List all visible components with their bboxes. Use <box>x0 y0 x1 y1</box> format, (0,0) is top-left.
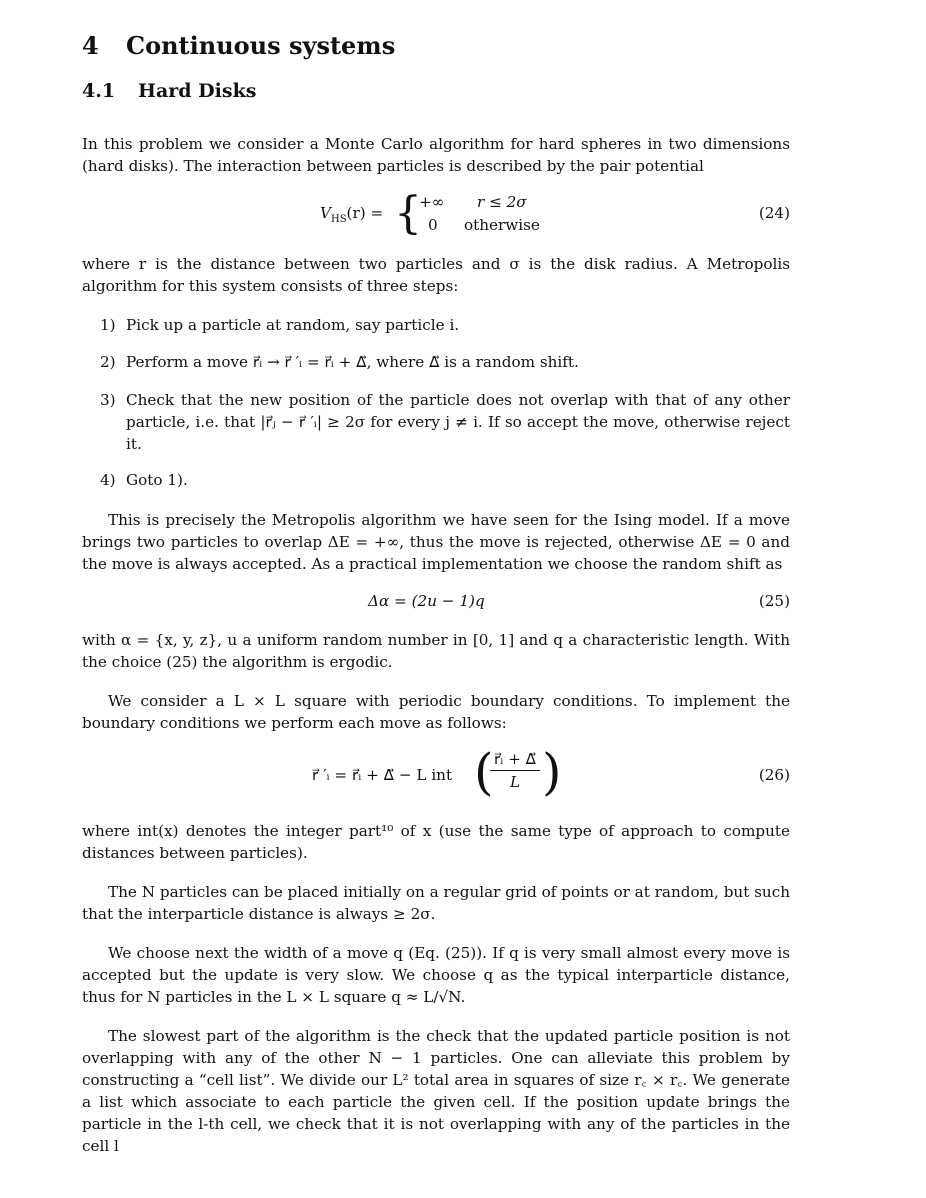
eq24-case1-condition: r ≤ 2σ <box>477 193 527 211</box>
paragraph-intro: In this problem we consider a Monte Carlo algorithm for hard spheres in two dimensions (hard disks). The interaction between particles is described by the pair potential <box>82 135 790 175</box>
paragraph-move-width: We choose next the width of a move q (Eq. (25)). If q is very small almost every move is accepted but the update is very slow. We choose q as the typical interparticle distance, thus for N particles in the L × L square q ≈ L/√N. <box>82 944 790 1006</box>
subsection-heading <box>82 80 256 102</box>
equation-24 <box>82 188 790 240</box>
step-number: 2) <box>100 353 116 371</box>
eq26-numerator: r⃗ᵢ + Δ⃗ <box>490 750 540 771</box>
step-text: Perform a move r⃗ᵢ → r⃗ ′ᵢ = r⃗ᵢ + Δ⃗, where Δ⃗ is a random shift. <box>126 353 579 371</box>
step-text: Goto 1). <box>126 471 188 489</box>
eq25-formula: Δα = (2u − 1)q <box>368 592 485 610</box>
step-number: 1) <box>100 316 116 334</box>
eq24-lhs-subscript: HS <box>330 214 347 226</box>
list-item-step-2 <box>100 351 790 373</box>
eq24-case1-value: +∞ <box>419 193 445 211</box>
eq24-case2-condition: otherwise <box>464 216 540 234</box>
eq24-lhs-symbol: V <box>320 204 331 222</box>
eq24-brace: { <box>394 188 422 239</box>
section-number: 4 <box>82 31 99 60</box>
list-item-step-4 <box>100 469 790 491</box>
paragraph-boundary: We consider a L × L square with periodic boundary conditions. To implement the boundary conditions we perform each move as follows: <box>82 692 790 732</box>
section-heading <box>82 31 395 60</box>
eq24-case2-value: 0 <box>428 216 438 234</box>
step-number: 4) <box>100 471 116 489</box>
eq26-right-paren: ) <box>542 743 562 801</box>
paragraph-ergodic: with α = {x, y, z}, u a uniform random number in [0, 1] and q a characteristic length. With the choice (25) the algorithm is ergodic. <box>82 631 790 671</box>
subsection-number: 4.1 <box>82 80 116 102</box>
eq24-lhs <box>320 204 384 226</box>
step-text: Pick up a particle at random, say particle i. <box>126 316 460 334</box>
step-text: Check that the new position of the particle does not overlap with that of any other particle, i.e. that |r⃗ⱼ − r⃗ ′ᵢ| ≥ 2σ for every j ≠ i. If so accept the move, otherwise reject it. <box>126 391 790 453</box>
section-title: Continuous systems <box>126 31 396 60</box>
eq26-number: (26) <box>758 766 790 784</box>
list-item-step-1 <box>100 314 790 336</box>
eq26-left-paren: ( <box>474 743 494 801</box>
eq24-number: (24) <box>758 204 790 222</box>
paragraph-cell-list: The slowest part of the algorithm is the check that the updated particle position is not overlapping with any of the other N − 1 particles. One can alleviate this problem by constructing a “cell list”. We divide our L² total area in squares of size r꜀ × r꜀. We generate a list which associate to each particle the given cell. If the position update brings the particle in the l-th cell, we check that it is not overlapping with any of the particles in the cell l <box>82 1027 790 1155</box>
list-item-step-3 <box>100 389 790 455</box>
step-number: 3) <box>100 391 116 409</box>
eq26-fraction <box>490 750 540 791</box>
paragraph-ising: This is precisely the Metropolis algorithm we have seen for the Ising model. If a move brings two particles to overlap ΔE = +∞, thus the move is rejected, otherwise ΔE = 0 and the move is always accepted. As a practical implementation we choose the random shift as <box>82 511 790 573</box>
equation-26 <box>82 743 790 806</box>
eq26-lhs: r⃗ ′ᵢ = r⃗ᵢ + Δ⃗ − L int <box>312 766 453 784</box>
paragraph-initial-placement: The N particles can be placed initially on a regular grid of points or at random, but such that the interparticle distance is always ≥ 2σ. <box>82 883 790 923</box>
eq26-denominator: L <box>509 773 521 791</box>
eq25-number: (25) <box>758 592 790 610</box>
subsection-title: Hard Disks <box>138 80 257 102</box>
eq24-lhs-arg: (r) = <box>346 204 384 222</box>
paragraph-metropolis: where r is the distance between two particles and σ is the disk radius. A Metropolis algorithm for this system consists of three steps: <box>82 255 790 295</box>
paragraph-integer-part: where int(x) denotes the integer part¹⁰ of x (use the same type of approach to compute distances between particles). <box>82 822 790 862</box>
